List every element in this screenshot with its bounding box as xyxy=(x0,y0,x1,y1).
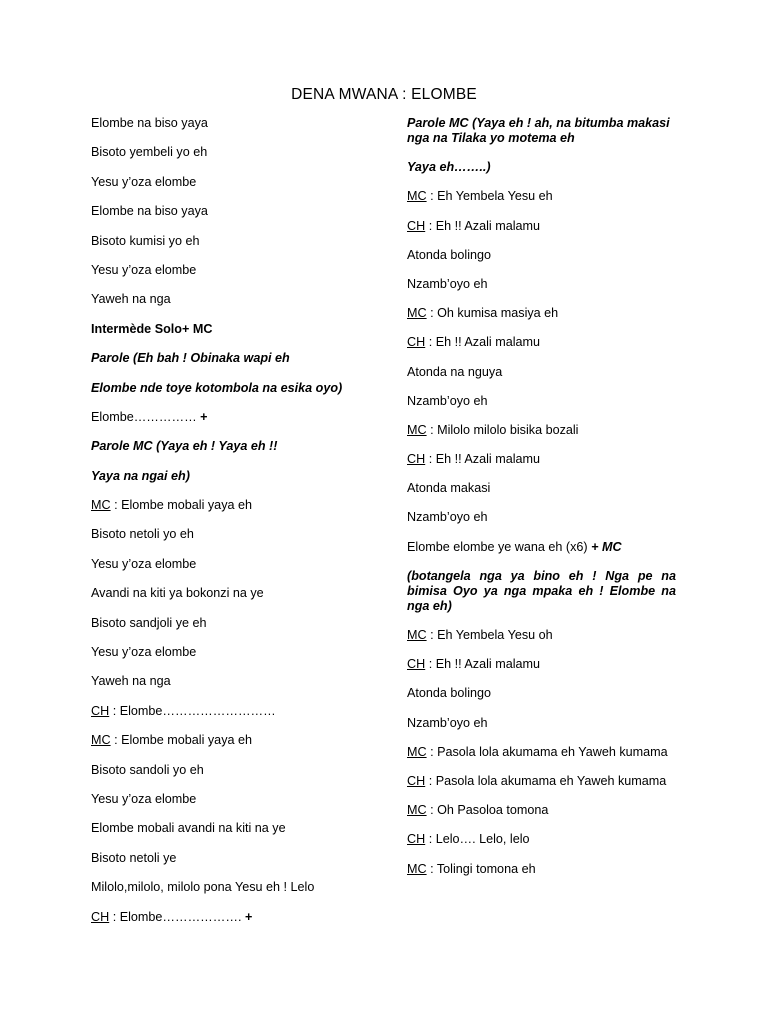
lyric-line xyxy=(407,248,676,263)
lyric-text: Milolo,milolo, milolo pona Yesu eh ! Lelo xyxy=(91,880,315,895)
lyric-text: Yesu y’oza elombe xyxy=(91,262,197,277)
lyric-text: Elombe mobali yaya eh xyxy=(117,733,252,748)
lyric-line: MC : Pasola lola akumama eh Yaweh kumama xyxy=(407,744,668,759)
lyric-text: Yaya eh……..) xyxy=(407,160,491,175)
lyric-text: Eh !! Azali malamu xyxy=(432,218,540,233)
lyric-line: MC : Elombe mobali yaya eh xyxy=(91,498,252,513)
right-column xyxy=(407,116,676,891)
lyric-text: Eh !! Azali malamu xyxy=(432,452,540,467)
lyric-line xyxy=(91,381,381,396)
lyric-line: CH : Elombe………………. + xyxy=(91,909,253,924)
lyric-text: Elombe mobali yaya eh xyxy=(117,498,252,513)
lyric-line xyxy=(91,263,381,278)
lyric-line: CH : Pasola lola akumama eh Yaweh kumama xyxy=(407,773,667,788)
lyric-line xyxy=(91,763,381,778)
lyric-text: Oh Pasoloa tomona xyxy=(433,803,549,818)
lyric-text: Eh Yembela Yesu oh xyxy=(433,628,553,642)
lyric-line: MC : Eh Yembela Yesu eh xyxy=(407,189,553,204)
lyric-line xyxy=(91,410,381,425)
lyric-line xyxy=(407,716,676,731)
plus-marker: + xyxy=(244,909,253,924)
lyric-text: Lelo…. Lelo, lelo xyxy=(432,832,530,847)
lyric-text: Nzamb’oyo eh xyxy=(407,276,488,291)
speaker-label: CH xyxy=(91,703,110,718)
speaker-label: MC xyxy=(91,733,111,748)
lyric-line: CH : Eh !! Azali malamu xyxy=(407,657,540,672)
lyric-line: MC : Elombe mobali yaya eh xyxy=(91,733,252,748)
lyric-text: Atonda makasi xyxy=(407,481,491,496)
speaker-label: MC xyxy=(91,498,111,513)
lyric-text: Yesu y’oza elombe xyxy=(91,174,197,189)
lyric-line xyxy=(91,645,381,660)
lyric-line xyxy=(91,439,381,454)
lyric-line xyxy=(91,322,381,337)
lyric-text: Parole MC (Yaya eh ! ah, na bitumba makasi nga na Tilaka yo motema eh xyxy=(407,116,670,145)
lyric-line: MC : Oh kumisa masiya eh xyxy=(407,306,559,321)
lyric-text: Nzamb’oyo eh xyxy=(407,715,488,730)
lyric-line xyxy=(407,116,676,146)
lyric-line xyxy=(407,481,676,496)
lyric-line: CH : Eh !! Azali malamu xyxy=(407,452,540,467)
lyric-line: CH : Elombe……………………… xyxy=(91,703,276,718)
speaker-label: CH xyxy=(407,773,426,788)
lyric-text: Bisoto sandjoli ye eh xyxy=(91,615,207,630)
lyric-line xyxy=(91,527,381,542)
lyric-text: Bisoto netoli ye xyxy=(91,850,177,865)
lyric-text: Eh !! Azali malamu xyxy=(432,657,540,672)
lyric-line xyxy=(407,277,676,292)
lyric-text: Elombe nde toye kotombola na esika oyo) xyxy=(91,380,343,395)
lyric-line: MC : Oh Pasoloa tomona xyxy=(407,803,549,818)
lyric-line xyxy=(407,394,676,409)
lyric-line xyxy=(91,674,381,689)
lyric-text: Elombe…………… xyxy=(91,409,197,424)
plus-marker: + MC xyxy=(591,539,622,554)
lyric-text: Yesu y’oza elombe xyxy=(91,556,197,571)
lyric-line xyxy=(91,116,381,131)
lyric-line xyxy=(407,686,676,701)
lyric-text: Parole MC (Yaya eh ! Yaya eh !! xyxy=(91,439,278,454)
speaker-label: MC xyxy=(407,189,427,204)
lyric-line xyxy=(91,880,381,895)
lyric-text: Elombe na biso yaya xyxy=(91,116,208,130)
lyric-line xyxy=(91,851,381,866)
lyric-text: Eh !! Azali malamu xyxy=(432,335,540,350)
lyric-line: MC : Milolo milolo bisika bozali xyxy=(407,422,579,437)
speaker-label: CH xyxy=(407,657,426,672)
lyric-text: Eh Yembela Yesu eh xyxy=(433,189,553,204)
lyric-text: Yaweh na nga xyxy=(91,292,171,307)
lyric-line: MC : Tolingi tomona eh xyxy=(407,861,536,876)
speaker-label: MC xyxy=(407,306,427,321)
lyric-text: Nzamb’oyo eh xyxy=(407,393,488,408)
lyric-text: Milolo milolo bisika bozali xyxy=(433,422,579,437)
lyric-text: Elombe na biso yaya xyxy=(91,204,208,219)
speaker-label: CH xyxy=(407,335,426,350)
lyric-line: MC : Eh Yembela Yesu oh xyxy=(407,628,553,642)
lyric-line xyxy=(91,175,381,190)
speaker-label: CH xyxy=(407,832,426,847)
speaker-label: MC xyxy=(407,744,427,759)
lyric-line xyxy=(91,204,381,219)
lyric-text: Elombe mobali avandi na kiti na ye xyxy=(91,821,286,836)
lyric-text: Bisoto sandoli yo eh xyxy=(91,762,204,777)
lyric-text: Pasola lola akumama eh Yaweh kumama xyxy=(432,773,667,788)
lyric-text: Tolingi tomona eh xyxy=(433,861,536,876)
lyric-line xyxy=(91,557,381,572)
lyric-line xyxy=(91,234,381,249)
speaker-label: MC xyxy=(407,628,427,642)
lyric-line xyxy=(91,292,381,307)
lyric-text: Oh kumisa masiya eh xyxy=(433,306,559,321)
page-title: DENA MWANA : ELOMBE xyxy=(291,86,477,103)
lyric-text: Yesu y’oza elombe xyxy=(91,645,197,660)
lyric-line xyxy=(91,469,381,484)
lyric-line xyxy=(91,821,381,836)
lyric-line xyxy=(407,540,676,555)
lyric-line xyxy=(407,365,676,380)
lyric-line xyxy=(91,792,381,807)
speaker-label: CH xyxy=(91,909,110,924)
lyric-text: Bisoto yembeli yo eh xyxy=(91,145,208,160)
lyric-line xyxy=(407,569,676,614)
lyric-line xyxy=(91,351,381,366)
lyric-line xyxy=(407,160,676,175)
speaker-label: MC xyxy=(407,803,427,818)
lyric-text: Atonda bolingo xyxy=(407,247,492,262)
lyric-text: Avandi na kiti ya bokonzi na ye xyxy=(91,586,264,601)
lyric-text: Elombe elombe ye wana eh (x6) xyxy=(407,539,588,554)
lyric-text: Intermède Solo+ MC xyxy=(91,321,213,336)
speaker-label: MC xyxy=(407,422,427,437)
lyric-text: Pasola lola akumama eh Yaweh kumama xyxy=(433,744,668,759)
speaker-label: CH xyxy=(407,218,426,233)
lyric-line: CH : Eh !! Azali malamu xyxy=(407,335,540,350)
plus-marker: + xyxy=(200,409,208,424)
speaker-label: MC xyxy=(407,861,427,876)
lyric-line xyxy=(91,586,381,601)
lyric-text: Bisoto netoli yo eh xyxy=(91,527,194,542)
speaker-label: CH xyxy=(407,452,426,467)
lyric-line: CH : Eh !! Azali malamu xyxy=(407,218,540,233)
lyric-text: Bisoto kumisi yo eh xyxy=(91,233,200,248)
lyric-text: Elombe……………………… xyxy=(116,703,276,718)
lyric-line: CH : Lelo…. Lelo, lelo xyxy=(407,832,530,847)
lyric-text: Yaya na ngai eh) xyxy=(91,468,190,483)
lyric-text: Nzamb’oyo eh xyxy=(407,510,488,525)
lyric-text: Yesu y’oza elombe xyxy=(91,791,197,806)
lyric-text: Elombe………………. xyxy=(116,909,242,924)
lyric-text: Parole (Eh bah ! Obinaka wapi eh xyxy=(91,351,290,366)
lyric-text: (botangela nga ya bino eh ! Nga pe na bimisa Oyo ya nga mpaka eh ! Elombe na nga eh) xyxy=(407,568,676,613)
lyric-text: Atonda bolingo xyxy=(407,686,492,701)
lyric-text: Atonda na nguya xyxy=(407,364,503,379)
lyric-line xyxy=(407,510,676,525)
left-column xyxy=(91,116,381,939)
lyric-line xyxy=(91,145,381,160)
lyric-text: Yaweh na nga xyxy=(91,674,171,689)
lyric-line xyxy=(91,616,381,631)
